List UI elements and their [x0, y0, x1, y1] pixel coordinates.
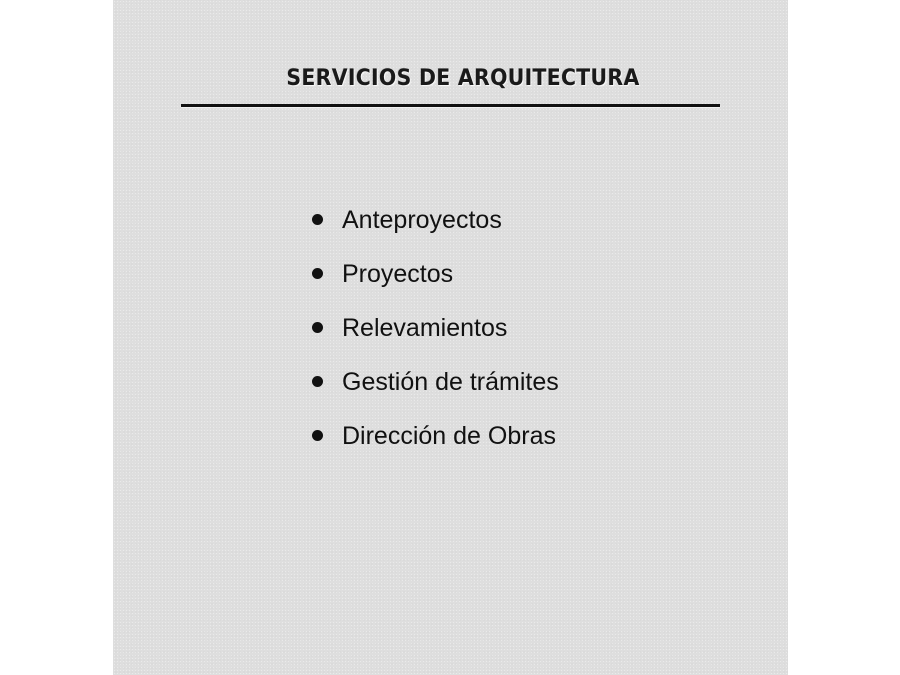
list-item	[312, 421, 559, 475]
slide-page	[113, 0, 788, 675]
bullet-icon	[312, 376, 323, 387]
title-underline	[181, 104, 720, 107]
slide-title: SERVICIOS DE ARQUITECTURA	[286, 66, 640, 91]
service-label: Gestión de trámites	[342, 368, 559, 396]
service-label: Dirección de Obras	[342, 422, 556, 450]
bullet-icon	[312, 430, 323, 441]
service-label: Anteproyectos	[342, 206, 502, 234]
list-item	[312, 313, 559, 367]
list-item	[312, 205, 559, 259]
services-list	[312, 205, 559, 475]
service-label: Proyectos	[342, 260, 454, 288]
bullet-icon	[312, 268, 323, 279]
bullet-icon	[312, 322, 323, 333]
list-item	[312, 259, 559, 313]
bullet-icon	[312, 214, 323, 225]
list-item	[312, 367, 559, 421]
service-label: Relevamientos	[342, 314, 508, 342]
